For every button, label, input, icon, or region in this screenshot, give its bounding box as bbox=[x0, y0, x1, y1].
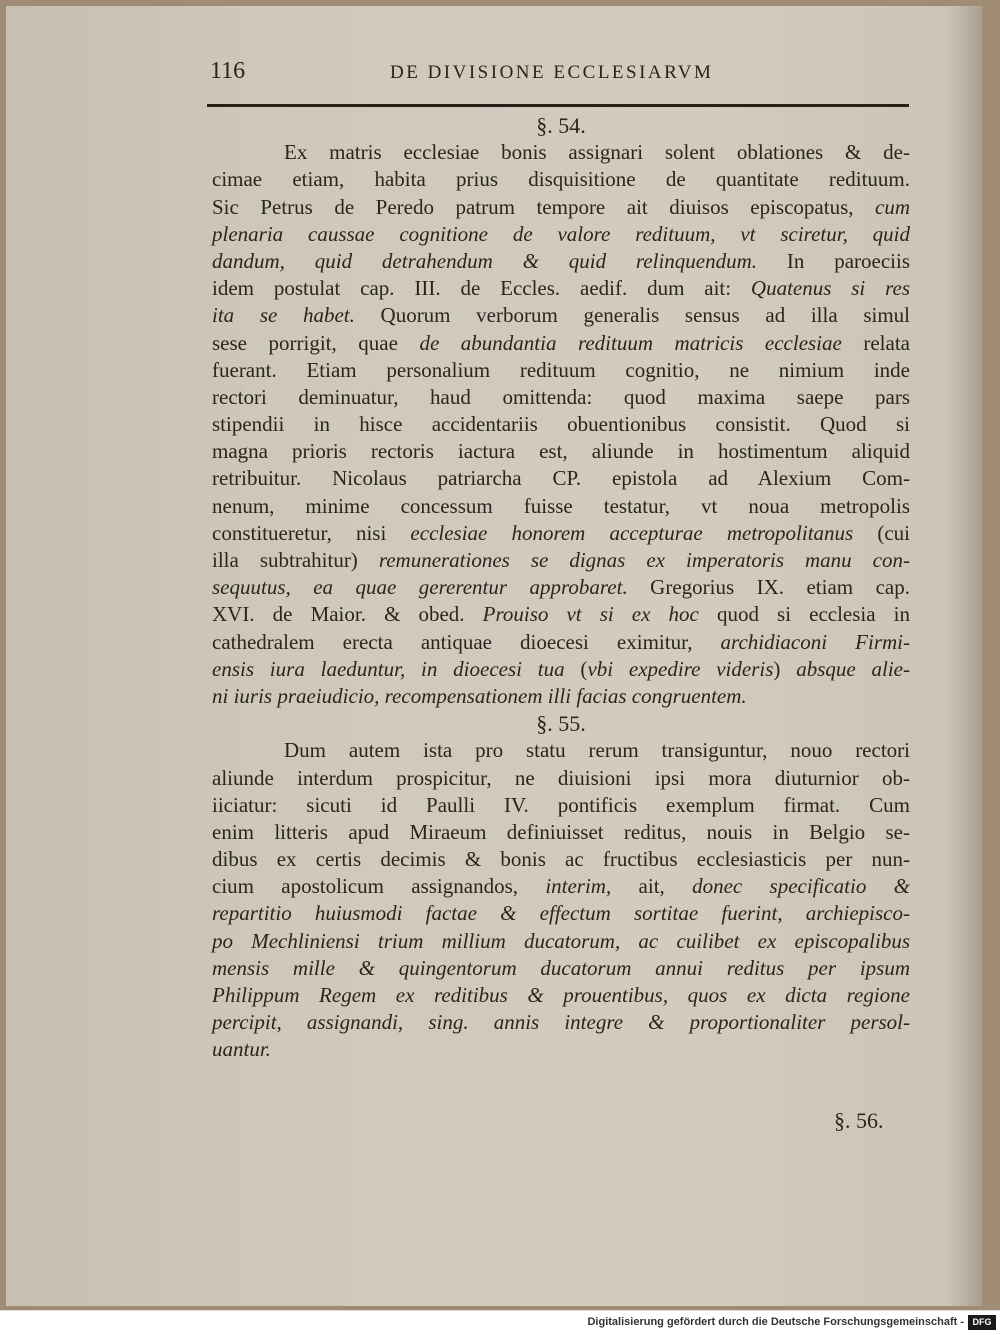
text-segment: Sic Petrus de Peredo patrum tempore ait diuisos episcopatus, bbox=[212, 194, 875, 219]
section-heading: §. 54. bbox=[536, 113, 586, 138]
text-segment: aliunde interdum prospicitur, ne diuisioni ipsi mora diuturnior ob- bbox=[212, 765, 910, 790]
text-line bbox=[212, 411, 910, 438]
text-segment: nenum, minime concessum fuisse testatur, vt noua metropolis bbox=[212, 493, 910, 518]
italic-segment: archidiaconi Firmi- bbox=[720, 629, 910, 654]
text-line bbox=[212, 194, 910, 221]
text-line bbox=[212, 982, 910, 1009]
page-edge-shadow bbox=[948, 6, 982, 1306]
italic-segment: percipit, assignandi, sing. annis integre & proportionaliter persol- bbox=[212, 1010, 910, 1035]
italic-segment: remunerationes se dignas ex imperatoris manu con- bbox=[378, 548, 910, 572]
text-segment: ) bbox=[773, 656, 797, 681]
text-segment: XVI. de Maior. & obed. bbox=[212, 602, 483, 627]
text-line bbox=[212, 601, 910, 628]
footer-bar bbox=[0, 1310, 1000, 1335]
text-segment: retribuitur. Nicolaus patriarcha CP. epistola ad Alexium Com- bbox=[212, 466, 910, 491]
text-segment: illa subtrahitur) bbox=[212, 548, 379, 572]
text-line bbox=[212, 248, 910, 275]
text-line bbox=[212, 302, 910, 329]
text-line bbox=[212, 1009, 910, 1036]
text-segment: stipendii in hisce accidentariis obuentionibus consistit. Quod si bbox=[212, 412, 910, 437]
italic-segment: repartitio huiusmodi factae & effectum sortitae fuerint, archiepisco- bbox=[212, 901, 910, 926]
text-segment: sese porrigit, quae bbox=[212, 330, 420, 355]
italic-segment: vbi expedire videris bbox=[587, 656, 774, 681]
page-number: 116 bbox=[210, 58, 246, 84]
text-line bbox=[212, 275, 910, 302]
text-line bbox=[212, 574, 910, 601]
text-line bbox=[212, 629, 910, 656]
body-text bbox=[212, 112, 910, 1064]
italic-segment: dandum, quid detrahendum & quid relinquendum. bbox=[212, 248, 758, 273]
text-line bbox=[212, 819, 910, 846]
italic-segment: plenaria caussae cognitione de valore redituum, vt sciretur, quid bbox=[212, 221, 910, 246]
text-segment: In paroeciis bbox=[757, 248, 910, 273]
text-line bbox=[212, 928, 910, 955]
italic-segment: ni iuris praeiudicio, recompensationem illi facias congruentem. bbox=[212, 683, 747, 708]
text-segment: ait, bbox=[611, 874, 693, 899]
text-segment: rectori deminuatur, haud omittenda: quod maxima saepe pars bbox=[212, 384, 910, 409]
text-segment: idem postulat cap. III. de Eccles. aedif. dum ait: bbox=[212, 276, 751, 301]
text-line bbox=[212, 438, 910, 465]
text-line bbox=[212, 873, 910, 900]
text-segment: cimae etiam, habita prius disquisitione de quantitate redituum. bbox=[212, 167, 910, 192]
text-segment: Dum autem ista pro statu rerum transiguntur, nouo rectori bbox=[284, 738, 910, 763]
text-segment: fuerant. Etiam personalium redituum cognitio, ne nimium inde bbox=[212, 357, 910, 382]
text-segment: Quorum verborum generalis sensus ad illa simul bbox=[354, 303, 910, 328]
text-line bbox=[212, 384, 910, 411]
text-line bbox=[212, 765, 910, 792]
italic-segment: mensis mille & quingentorum ducatorum annui reditus per ipsum bbox=[212, 955, 910, 980]
page-header bbox=[210, 58, 910, 88]
text-segment: (cui bbox=[853, 520, 910, 545]
italic-segment: uantur. bbox=[212, 1037, 271, 1062]
text-line bbox=[212, 547, 910, 574]
text-segment: enim litteris apud Miraeum definiuisset reditus, nouis in Belgio se- bbox=[212, 819, 910, 844]
text-segment: quod si ecclesia in bbox=[698, 602, 910, 627]
text-segment: cium apostolicum assignandos, bbox=[212, 874, 546, 899]
text-line bbox=[212, 1036, 910, 1063]
text-line bbox=[212, 656, 910, 683]
italic-segment: sequutus, ea quae gererentur approbaret. bbox=[212, 575, 628, 600]
text-line bbox=[212, 139, 910, 166]
funding-credit: Digitalisierung gefördert durch die Deutsche Forschungsgemeinschaft - bbox=[587, 1316, 964, 1328]
catchword: §. 56. bbox=[834, 1108, 884, 1133]
italic-segment: Philippum Regem ex reditibus & prouentibus, quos ex dicta regione bbox=[212, 983, 910, 1007]
text-line bbox=[212, 520, 910, 547]
text-line bbox=[212, 683, 910, 710]
text-segment: magna prioris rectoris iactura est, aliunde in hostimentum aliquid bbox=[212, 439, 910, 464]
italic-segment: ensis iura laeduntur, in dioecesi tua bbox=[212, 656, 565, 681]
text-segment: cathedralem erecta antiquae dioecesi eximitur, bbox=[212, 629, 721, 654]
text-segment: ( bbox=[564, 656, 588, 681]
section-heading: §. 55. bbox=[536, 711, 586, 737]
italic-segment: ita se habet. bbox=[212, 303, 355, 328]
text-line bbox=[212, 737, 910, 764]
text-segment: relata bbox=[841, 330, 910, 355]
text-line bbox=[212, 357, 910, 384]
text-segment: iiciatur: sicuti id Paulli IV. pontificis exemplum firmat. Cum bbox=[212, 792, 910, 817]
italic-segment: donec specificatio & bbox=[692, 874, 910, 899]
italic-segment: absque alie- bbox=[796, 656, 910, 681]
text-line bbox=[212, 846, 910, 873]
italic-segment: cum bbox=[875, 194, 910, 219]
text-segment: Ex matris ecclesiae bonis assignari solent oblationes & de- bbox=[284, 140, 910, 165]
text-segment: constitueretur, nisi bbox=[212, 520, 411, 545]
italic-segment: po Mechliniensi trium millium ducatorum, ac cuilibet ex episcopalibus bbox=[212, 928, 910, 953]
italic-segment: Quatenus si res bbox=[750, 276, 910, 301]
text-line bbox=[212, 900, 910, 927]
text-line bbox=[212, 221, 910, 248]
text-line bbox=[212, 792, 910, 819]
text-line bbox=[212, 465, 910, 492]
text-segment: dibus ex certis decimis & bonis ac fructibus ecclesiasticis per nun- bbox=[212, 847, 910, 872]
text-line bbox=[212, 330, 910, 357]
italic-segment: de abundantia redituum matricis ecclesiae bbox=[419, 330, 842, 355]
italic-segment: Prouiso vt si ex hoc bbox=[482, 602, 699, 627]
text-line bbox=[212, 493, 910, 520]
header-rule bbox=[207, 104, 909, 107]
text-line bbox=[212, 955, 910, 982]
text-segment: Gregorius IX. etiam cap. bbox=[627, 575, 910, 600]
italic-segment: interim, bbox=[545, 874, 612, 899]
running-title: DE DIVISIONE ECCLESIARVM bbox=[390, 62, 714, 83]
dfg-logo: DFG bbox=[968, 1315, 996, 1330]
text-line bbox=[212, 166, 910, 193]
italic-segment: ecclesiae honorem accepturae metropolitanus bbox=[410, 520, 854, 545]
